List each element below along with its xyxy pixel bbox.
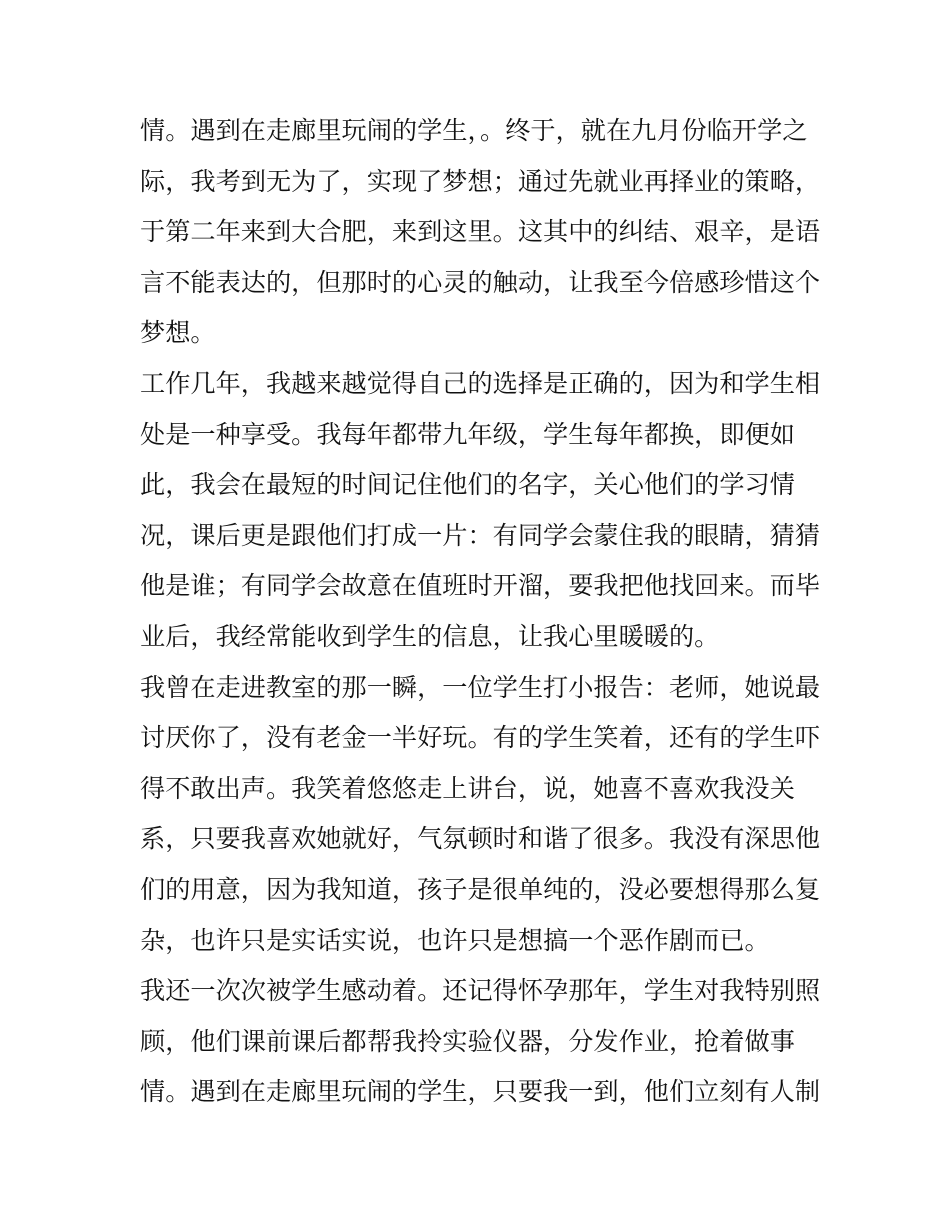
text-line: 梦想。 bbox=[140, 318, 216, 348]
text-line: 系，只要我喜欢她就好，气氛顿时和谐了很多。我没有深思他 bbox=[140, 824, 821, 854]
text-line: 他是谁；有同学会故意在值班时开溜，要我把他找回来。而毕 bbox=[140, 571, 821, 601]
text-line: 工作几年，我越来越觉得自己的选择是正确的，因为和学生相 bbox=[140, 368, 821, 398]
text-line: 们的用意，因为我知道，孩子是很单纯的，没必要想得那么复 bbox=[140, 874, 821, 904]
text-line: 得不敢出声。我笑着悠悠走上讲台，说，她喜不喜欢我没关 bbox=[140, 773, 795, 803]
text-line: 我曾在走进教室的那一瞬，一位学生打小报告：老师，她说最 bbox=[140, 672, 821, 702]
text-line: 业后，我经常能收到学生的信息，让我心里暖暖的。 bbox=[140, 621, 720, 651]
text-line: 杂，也许只是实话实说，也许只是想搞一个恶作剧而已。 bbox=[140, 925, 770, 955]
text-line: 言不能表达的，但那时的心灵的触动，让我至今倍感珍惜这个 bbox=[140, 267, 821, 297]
text-line: 顾，他们课前课后都帮我拎实验仪器，分发作业，抢着做事 bbox=[140, 1026, 795, 1056]
text-line: 我还一次次被学生感动着。还记得怀孕那年，学生对我特别照 bbox=[140, 976, 821, 1006]
text-line: 讨厌你了，没有老金一半好玩。有的学生笑着，还有的学生吓 bbox=[140, 723, 821, 753]
text-line: 于第二年来到大合肥，来到这里。这其中的纠结、艰辛，是语 bbox=[140, 217, 821, 247]
body-text bbox=[140, 106, 821, 1118]
text-line: 此，我会在最短的时间记住他们的名字，关心他们的学习情 bbox=[140, 470, 795, 500]
text-line: 况，课后更是跟他们打成一片：有同学会蒙住我的眼睛，猜猜 bbox=[140, 520, 821, 550]
text-line: 处是一种享受。我每年都带九年级，学生每年都换，即便如 bbox=[140, 419, 795, 449]
text-line: 际，我考到无为了，实现了梦想；通过先就业再择业的策略， bbox=[140, 166, 821, 196]
text-line: 情。遇到在走廊里玩闹的学生，。终于，就在九月份临开学之 bbox=[140, 116, 808, 145]
text-line: 情。遇到在走廊里玩闹的学生，只要我一到，他们立刻有人制 bbox=[140, 1077, 821, 1107]
